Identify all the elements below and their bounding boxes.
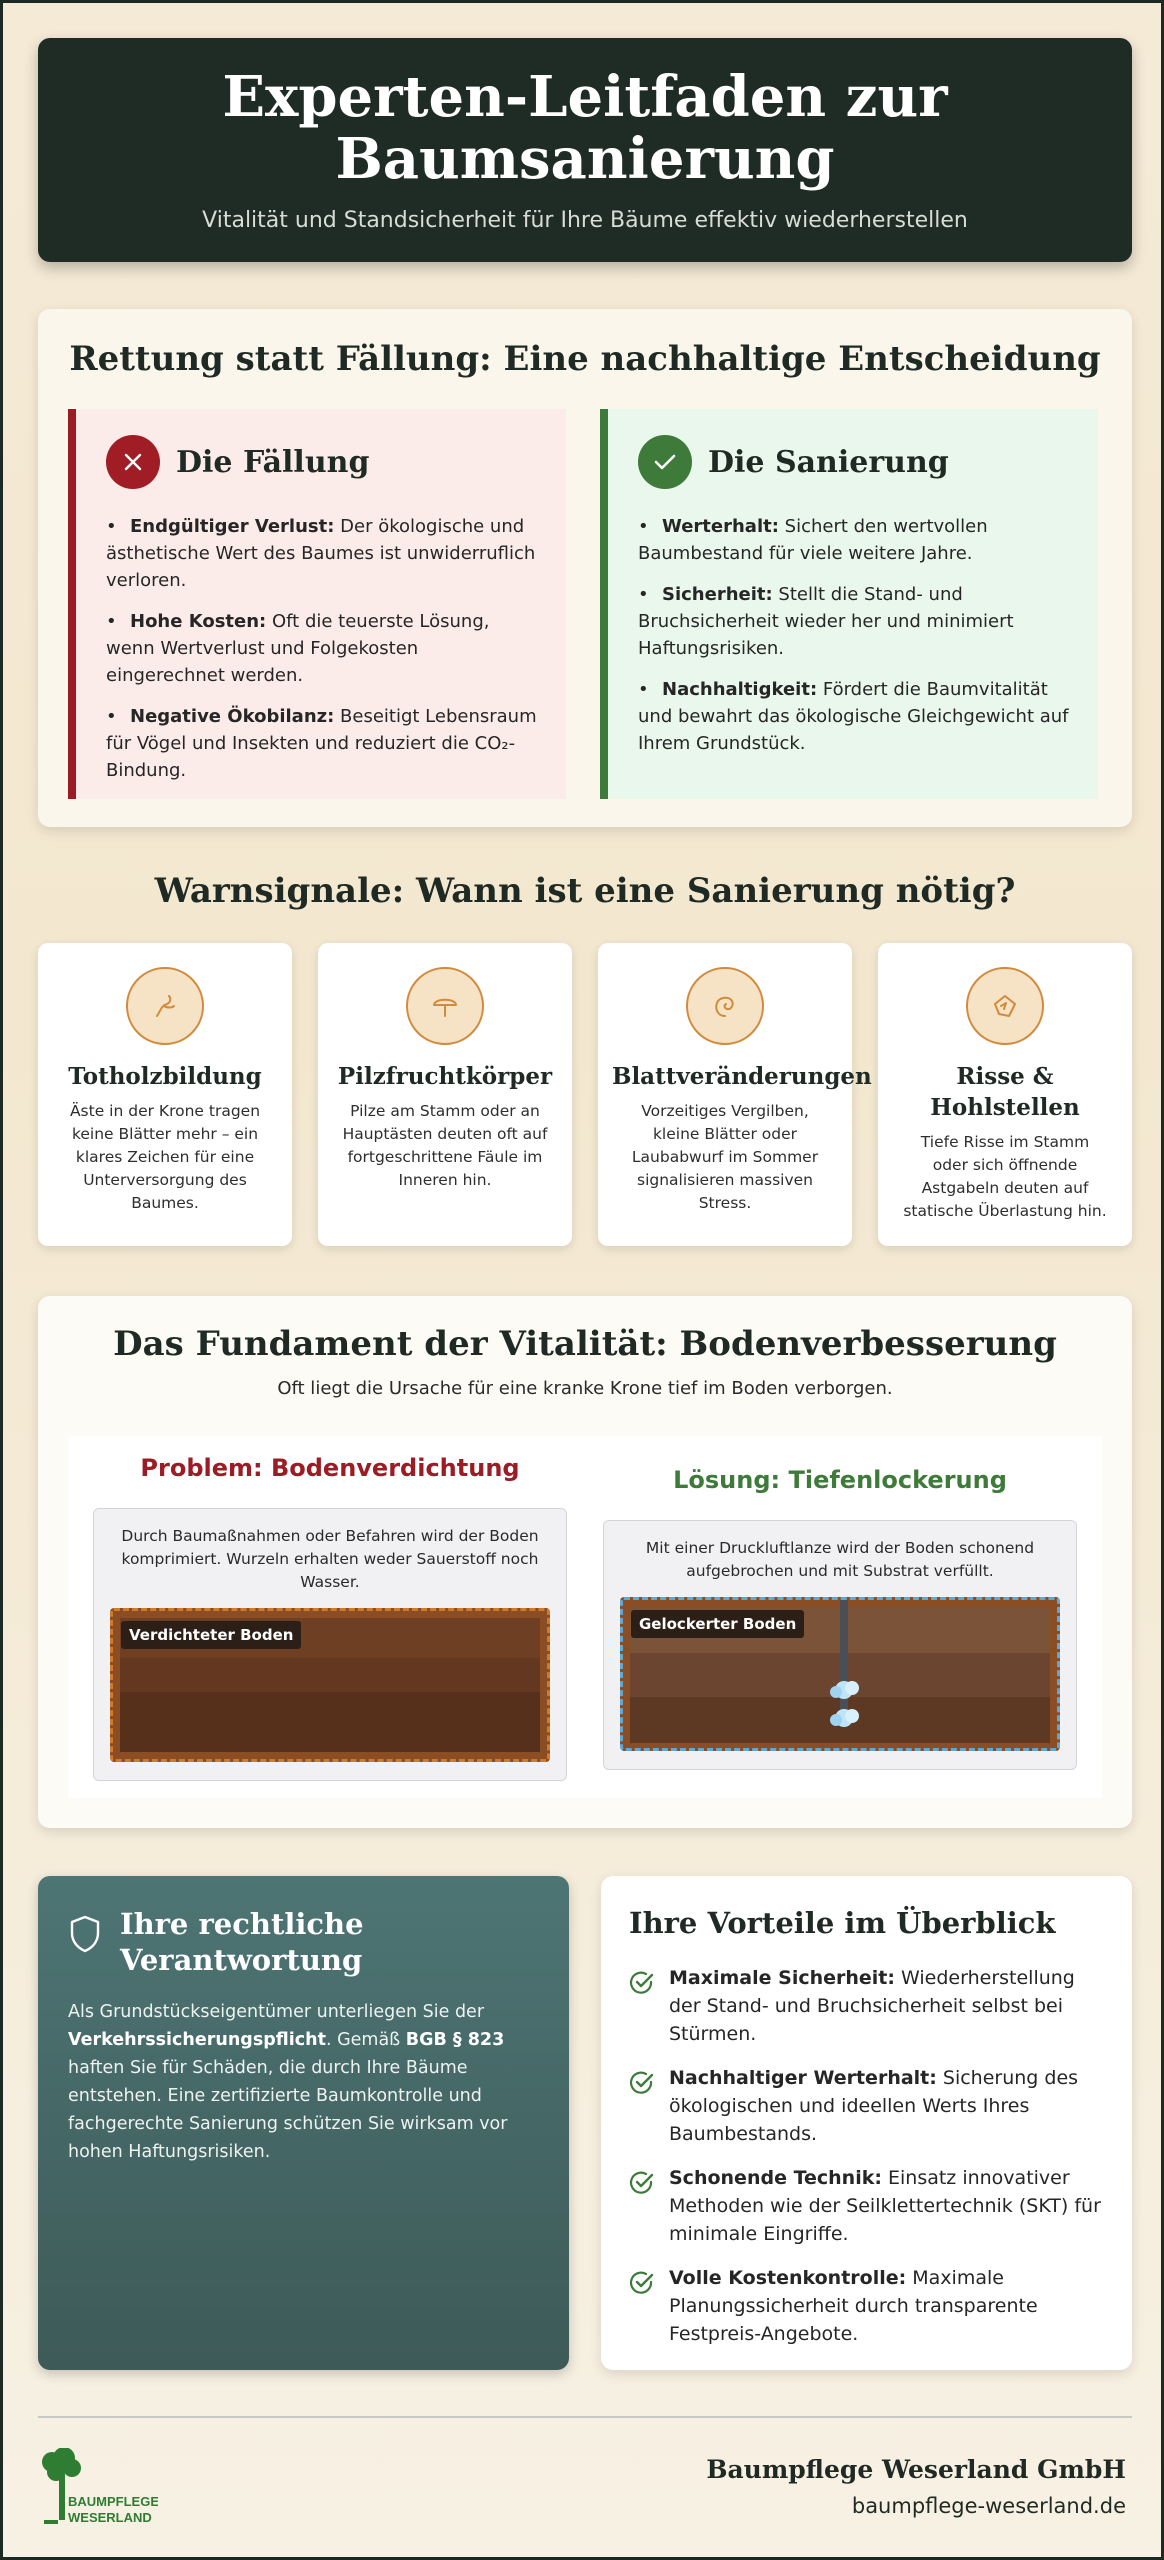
soil-section	[38, 1296, 1132, 1828]
soil-solution-text: Mit einer Druckluftlanze wird der Boden schonend aufgebrochen und mit Substrat verfüllt.	[645, 1539, 1035, 1580]
leaf-icon	[686, 967, 764, 1045]
benefit-item: Volle Kostenkontrolle: Maximale Planungssicherheit durch transparente Festpreis-Angebote.	[629, 2264, 1104, 2348]
footer-divider	[38, 2416, 1132, 2418]
warnings-title: Warnsignale: Wann ist eine Sanierung nötig?	[154, 871, 1016, 911]
loosened-soil-graphic	[620, 1597, 1060, 1751]
compacted-soil-label: Verdichteter Boden	[121, 1621, 301, 1649]
comparison-title: Rettung statt Fällung: Eine nachhaltige Entscheidung	[69, 339, 1101, 379]
crack-icon	[966, 967, 1044, 1045]
list-item: • Werterhalt: Sichert den wertvollen Baumbestand für viele weitere Jahre.	[638, 516, 988, 564]
benefit-item: Maximale Sicherheit: Wiederherstellung der Stand- und Bruchsicherheit selbst bei Stürmen.	[629, 1964, 1104, 2048]
header-banner	[38, 38, 1132, 262]
warning-card-title: Risse & Hohlstellen	[930, 1063, 1080, 1121]
soil-problem-text: Durch Baumaßnahmen oder Befahren wird der Boden komprimiert. Wurzeln erhalten weder Sauerstoff noch Wasser.	[121, 1527, 539, 1591]
list-item: • Nachhaltigkeit: Fördert die Baumvitalität und bewahrt das ökologische Gleichgewicht auf Ihrem Grundstück.	[638, 679, 1069, 754]
benefit-item: Schonende Technik: Einsatz innovativer Methoden wie der Seilklettertechnik (SKT) für minimale Eingriffe.	[629, 2164, 1104, 2248]
soil-comparison	[68, 1436, 1102, 1798]
soil-problem	[93, 1436, 567, 1781]
check-icon	[638, 435, 692, 489]
soil-solution	[603, 1436, 1077, 1770]
felling-heading	[106, 435, 538, 489]
legal-text: Als Grundstückseigentümer unterliegen Sie der Verkehrssicherungspflicht. Gemäß BGB § 823 haften Sie für Schäden, die durch Ihre Bäume entstehen. Eine zertifizierte Baumkontrolle und fachgerechte Sanierung schützen Sie wirksam vor hohen Haftungsrisiken.	[68, 2002, 508, 2162]
warning-card-fungus	[318, 943, 572, 1246]
deadwood-branch-icon	[126, 967, 204, 1045]
soil-subtitle: Oft liegt die Ursache für eine kranke Krone tief im Boden verborgen.	[277, 1378, 893, 1399]
legal-responsibility-card	[38, 1876, 569, 2370]
felling-list	[106, 513, 538, 784]
soil-title: Das Fundament der Vitalität: Bodenverbesserung	[113, 1324, 1057, 1364]
warning-card-title: Blattveränderungen	[612, 1063, 872, 1090]
check-circle-icon	[629, 2270, 655, 2348]
restoration-panel	[600, 409, 1098, 799]
list-item: • Sicherheit: Stellt die Stand- und Bruchsicherheit wieder her und minimiert Haftungsrisiken.	[638, 584, 1014, 659]
restoration-heading-text: Die Sanierung	[708, 444, 949, 480]
mushroom-icon	[406, 967, 484, 1045]
x-icon	[106, 435, 160, 489]
felling-panel	[68, 409, 566, 799]
warning-card-text: Vorzeitiges Vergilben, kleine Blätter oder Laubabwurf im Sommer signalisieren massiven Stress.	[631, 1102, 819, 1212]
legal-title: Ihre rechtliche Verantwortung	[68, 1906, 539, 1978]
list-item: • Hohe Kosten: Oft die teuerste Lösung, wenn Wertverlust und Folgekosten eingerechnet werden.	[106, 611, 490, 686]
warning-card-text: Äste in der Krone tragen keine Blätter mehr – ein klares Zeichen für eine Unterversorgung des Baumes.	[69, 1102, 261, 1212]
list-item: • Endgültiger Verlust: Der ökologische und ästhetische Wert des Baumes ist unwiderruflich verloren.	[106, 516, 536, 591]
list-item: • Negative Ökobilanz: Beseitigt Lebensraum für Vögel und Insekten und reduziert die CO₂-Bindung.	[106, 706, 537, 781]
warning-card-title: Totholzbildung	[68, 1063, 262, 1090]
warning-card-text: Tiefe Risse im Stamm oder sich öffnende Astgabeln deuten auf statische Überlastung hin.	[903, 1133, 1107, 1220]
svg-text:WESERLAND: WESERLAND	[68, 2510, 152, 2525]
soil-solution-heading: Lösung: Tiefenlockerung	[673, 1466, 1007, 1494]
check-circle-icon	[629, 2170, 655, 2248]
svg-text:BAUMPFLEGE: BAUMPFLEGE	[68, 2494, 158, 2509]
page-subtitle: Vitalität und Standsicherheit für Ihre Bäume effektiv wiederherstellen	[202, 208, 968, 233]
compacted-soil-graphic	[110, 1608, 550, 1762]
benefits-card	[601, 1876, 1132, 2370]
warning-card-deadwood	[38, 943, 292, 1246]
benefit-item: Nachhaltiger Werterhalt: Sicherung des ökologischen und ideellen Werts Ihres Baumbestands.	[629, 2064, 1104, 2148]
warning-card-text: Pilze am Stamm oder an Hauptästen deuten oft auf fortgeschrittene Fäule im Inneren hin.	[342, 1102, 548, 1189]
soil-problem-box	[93, 1508, 567, 1781]
company-url[interactable]: baumpflege-weserland.de	[851, 2494, 1126, 2518]
felling-heading-text: Die Fällung	[176, 444, 370, 480]
warning-card-leaves	[598, 943, 872, 1246]
restoration-heading	[638, 435, 1070, 489]
soil-solution-box	[603, 1520, 1077, 1770]
warning-card-cracks	[878, 943, 1132, 1246]
loosened-soil-label: Gelockerter Boden	[631, 1610, 804, 1638]
tree-logo-icon	[38, 2448, 158, 2528]
benefits-title: Ihre Vorteile im Überblick	[629, 1906, 1056, 1940]
comparison-section	[38, 309, 1132, 827]
company-info	[706, 2455, 1126, 2518]
check-circle-icon	[629, 1970, 655, 2048]
company-name: Baumpflege Weserland GmbH	[706, 2455, 1126, 2484]
shield-icon	[68, 1914, 102, 1962]
restoration-list	[638, 513, 1070, 757]
page-title	[38, 66, 1132, 190]
company-logo	[38, 2448, 158, 2528]
title-line-1: Experten-Leitfaden zur	[222, 64, 948, 130]
title-line-2: Baumsanierung	[335, 126, 835, 192]
check-circle-icon	[629, 2070, 655, 2148]
soil-problem-heading: Problem: Bodenverdichtung	[140, 1454, 520, 1482]
warning-card-title: Pilzfruchtkörper	[337, 1063, 553, 1090]
